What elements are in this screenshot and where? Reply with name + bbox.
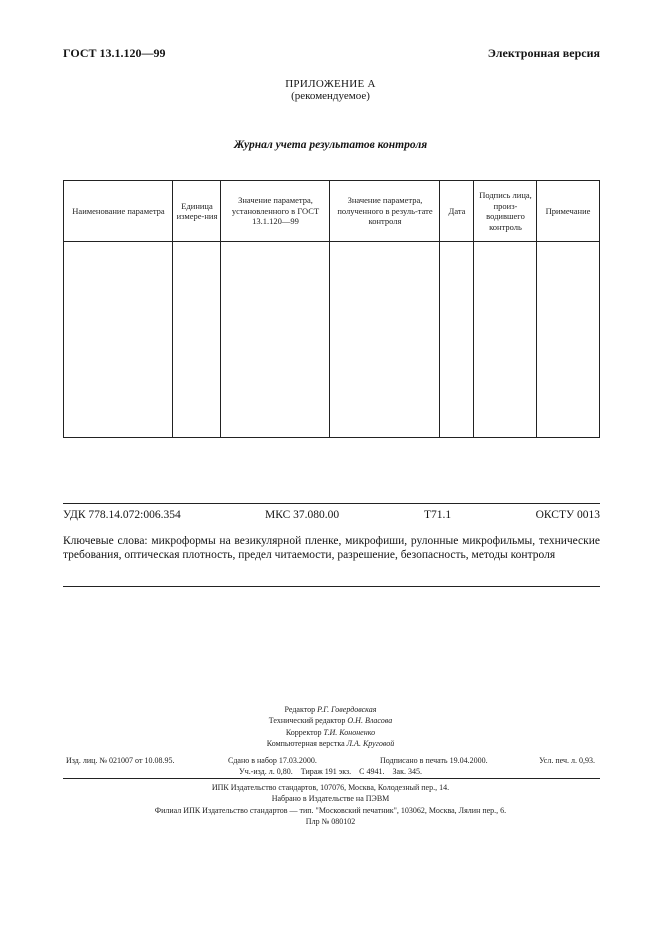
credit-editor: Редактор Р.Г. Говердовская — [284, 705, 377, 714]
mks-code: МКС 37.080.00 — [265, 509, 340, 521]
udk-code: УДК 778.14.072:006.354 — [63, 509, 181, 521]
credit-corrector: Корректор Т.И. Кононенко — [285, 727, 376, 737]
edition-label: Электронная версия — [487, 46, 600, 60]
publisher-footer — [0, 782, 661, 827]
publication-license: Изд. лиц. № 021007 от 10.08.95. — [66, 756, 175, 765]
credit-tech-editor: Технический редактор О.Н. Власова — [268, 716, 393, 726]
control-results-table — [63, 180, 600, 438]
divider — [63, 586, 600, 587]
typeset-note: Набрано в Издательстве на ПЭВМ — [271, 794, 390, 804]
keywords: Ключевые слова: микроформы на везикулярной пленке, микрофиши, рулонные микрофильмы, технические требования, оптическая плотность, предел читаемости, разрешение, безопасность, методы контроля — [63, 535, 600, 561]
t-code: Т71.1 — [424, 509, 452, 521]
divider — [63, 503, 600, 504]
divider — [63, 778, 600, 779]
table-header-cell: Значение параметра, полученного в резуль-тате контроля — [337, 195, 433, 227]
table-header-cell: Примечание — [545, 205, 591, 216]
publication-typeset: Сдано в набор 17.03.2000. — [228, 756, 317, 765]
table-header-cell: Наименование параметра — [72, 205, 165, 216]
credits-block — [0, 704, 661, 749]
table-header-cell: Единица измере-ния — [176, 200, 218, 221]
appendix-title: ПРИЛОЖЕНИЕ А — [285, 78, 376, 90]
publication-details-row: Уч.-изд. л. 0,80. Тираж 191 экз. С 4941. Зак. 345. — [239, 767, 422, 776]
table-header-cell: Значение параметра, установленного в ГОСТ 13.1.120—99 — [231, 195, 320, 227]
printing-house: Филиал ИПК Издательство стандартов — тип. "Московский печатник", 103062, Москва, Лялин пер., 6. — [154, 805, 507, 815]
publication-print-sheets: Усл. печ. л. 0,93. — [539, 756, 595, 765]
appendix-subtitle: (рекомендуемое) — [291, 90, 370, 102]
credit-layout: Компьютерная верстка Л.А. Круговой — [266, 738, 395, 748]
table-header-cell: Подпись лица, произ-водившего контроль — [479, 190, 532, 232]
document-standard-code: ГОСТ 13.1.120—99 — [63, 46, 166, 60]
publisher-address: ИПК Издательство стандартов, 107076, Москва, Колодезный пер., 14. — [211, 783, 450, 792]
okstu-code: ОКСТУ 0013 — [535, 509, 600, 521]
plr-number: Плр № 080102 — [305, 816, 356, 826]
table-header-cell: Дата — [448, 205, 466, 216]
journal-title: Журнал учета результатов контроля — [233, 139, 428, 151]
publication-signed: Подписано в печать 19.04.2000. — [380, 756, 488, 765]
